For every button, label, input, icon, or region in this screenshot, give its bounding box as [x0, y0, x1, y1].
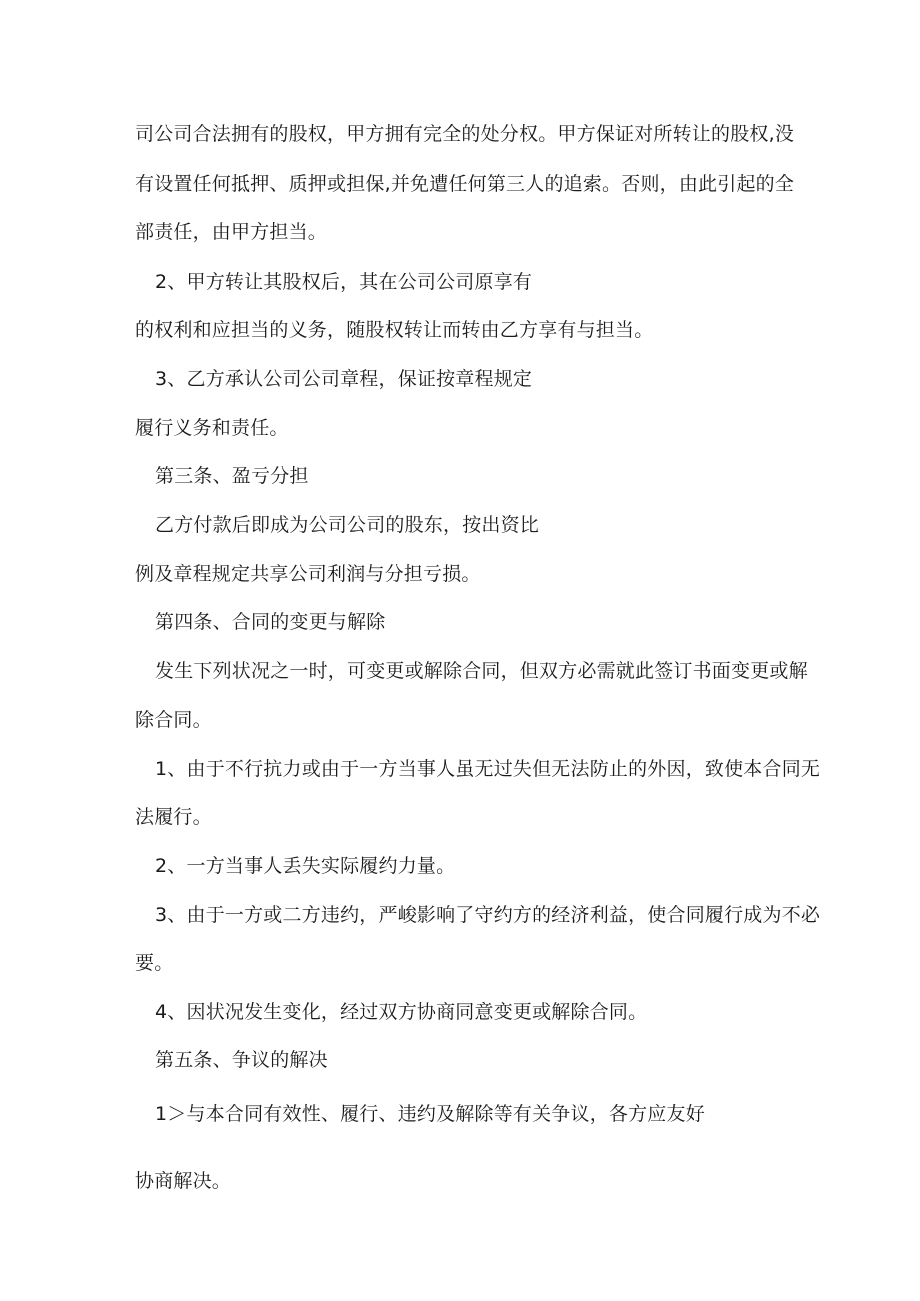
text-line: 司公司合法拥有的股权，甲方拥有完全的处分权。甲方保证对所转让的股权,没: [135, 123, 795, 145]
text-line: 除合同。: [135, 709, 212, 731]
text-line: 2、一方当事人丢失实际履约力量。: [155, 855, 456, 877]
text-line: 部责任，由甲方担当。: [135, 221, 328, 243]
section-heading: 第三条、盈亏分担: [155, 465, 309, 487]
text-line: 要。: [135, 952, 174, 974]
text-line: 发生下列状况之一时，可变更或解除合同，但双方必需就此签订书面变更或解: [155, 660, 808, 682]
text-line: 1、由于不行抗力或由于一方当事人虽无过失但无法防止的外因，致使本合同无: [155, 758, 821, 780]
text-line: 2、甲方转让其股权后，其在公司公司原享有: [155, 271, 533, 293]
text-line: 的权利和应担当的义务，随股权转让而转由乙方享有与担当。: [135, 319, 654, 341]
section-heading: 第五条、争议的解决: [155, 1049, 328, 1071]
text-line: 4、因状况发生变化，经过双方协商同意变更或解除合同。: [155, 1001, 648, 1023]
text-line: 法履行。: [135, 806, 212, 828]
text-line: 履行义务和责任。: [135, 417, 289, 439]
text-line: 有设置任何抵押、质押或担保,并免遭任何第三人的追索。否则，由此引起的全: [135, 173, 795, 195]
text-line: 乙方付款后即成为公司公司的股东，按出资比: [155, 514, 540, 536]
text-line: 1＞与本合同有效性、履行、违约及解除等有关争议，各方应友好: [155, 1103, 705, 1125]
section-heading: 第四条、合同的变更与解除: [155, 611, 386, 633]
text-line: 3、由于一方或二方违约，严峻影响了守约方的经济利益，使合同履行成为不必: [155, 904, 821, 926]
text-line: 例及章程规定共享公司利润与分担亏损。: [135, 563, 481, 585]
text-line: 协商解决。: [135, 1170, 232, 1192]
text-line: 3、乙方承认公司公司章程，保证按章程规定: [155, 368, 533, 390]
